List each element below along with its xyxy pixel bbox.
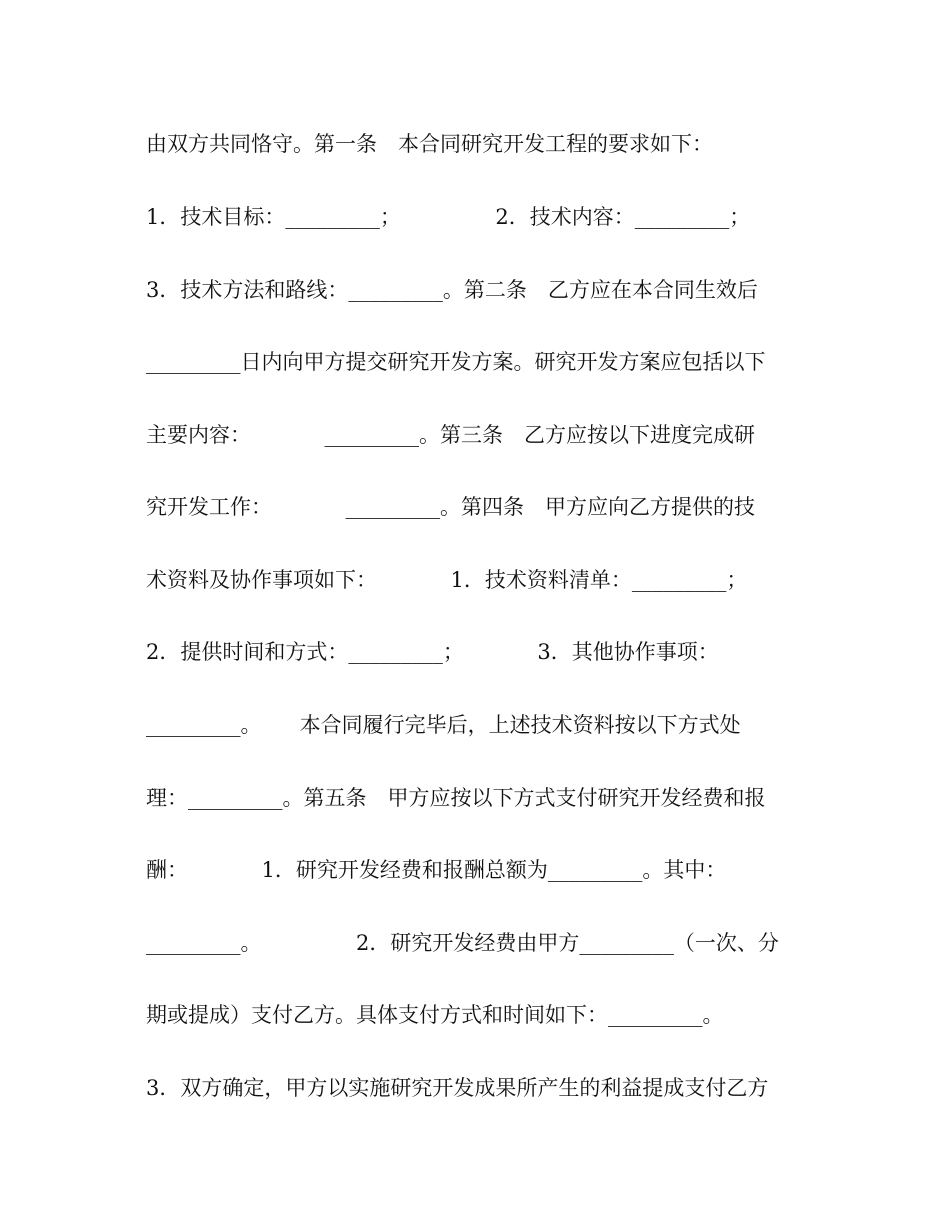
text-line: 究开发工作： _________。第四条 甲方应向乙方提供的技 (146, 495, 755, 519)
text-line: 理：_________。第五条 甲方应按以下方式支付研究开发经费和报 (146, 786, 766, 810)
text-line: 酬： 1．研究开发经费和报酬总额为_________。其中： (146, 858, 727, 882)
text-line: _________。 本合同履行完毕后，上述技术资料按以下方式处 (146, 713, 741, 737)
text-line: 2．提供时间和方式：_________； 3．其他协作事项： (146, 640, 719, 664)
text-line: 期或提成）支付乙方。具体支付方式和时间如下：_________。 (146, 1003, 724, 1027)
text-line: 由双方共同恪守。第一条 本合同研究开发工程的要求如下： (146, 132, 713, 156)
text-line: 3．双方确定，甲方以实施研究开发成果所产生的利益提成支付乙方 (146, 1076, 769, 1100)
text-line: 1．技术目标：_________； 2．技术内容：_________； (146, 205, 751, 229)
text-line: _________日内向甲方提交研究开发方案。研究开发方案应包括以下 (146, 350, 766, 374)
text-line: _________。 2．研究开发经费由甲方_________（一次、分 (146, 931, 779, 955)
text-line: 3．技术方法和路线：_________。第二条 乙方应在本合同生效后 (146, 278, 758, 302)
text-line: 主要内容： _________。第三条 乙方应按以下进度完成研 (146, 423, 755, 447)
text-line: 术资料及协作事项如下： 1．技术资料清单：_________； (146, 568, 748, 592)
